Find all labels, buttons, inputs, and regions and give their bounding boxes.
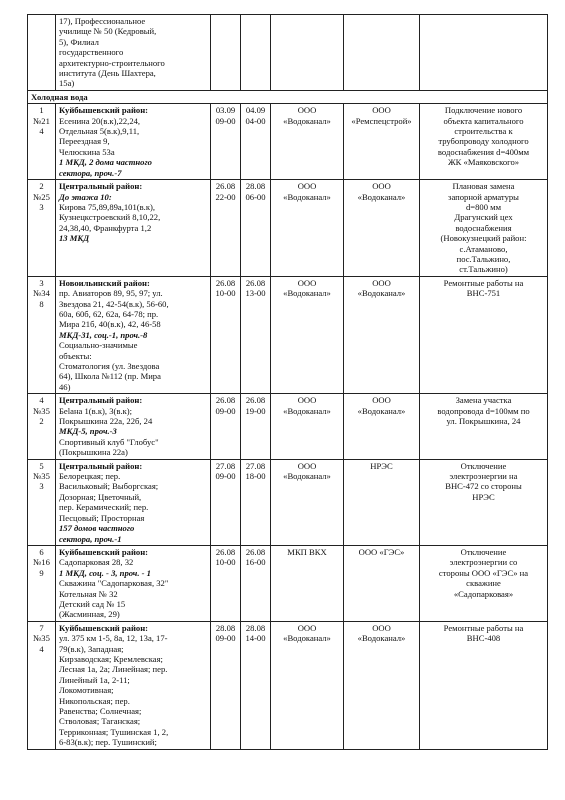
end-cell	[241, 394, 271, 459]
address-line: государственного	[59, 47, 124, 58]
request-code: №169	[33, 557, 50, 578]
reason-line: объекта капитального	[443, 115, 524, 126]
address-cell	[56, 545, 211, 621]
address-line: 1 МКД, соц. - 3, проч. - 1	[59, 567, 151, 578]
address-line: Бelана 1(в.к), 3(в.к);	[59, 405, 133, 416]
reason-line: Отключение	[460, 546, 507, 557]
address-cell	[56, 394, 211, 459]
address-line: Детский сад № 15	[59, 598, 126, 609]
executor-name: ООО	[372, 277, 391, 288]
owner-cell	[271, 276, 344, 393]
address-line: архитектурно-строительного	[59, 57, 165, 68]
district-name: Куйбышевский район:	[59, 105, 149, 116]
row-number-cell	[28, 394, 56, 459]
address-line: (Покрышкина 22а)	[59, 447, 128, 458]
row-number-cell	[28, 180, 56, 277]
address-line: Лесная 1а, 2а; Линейная; пер.	[59, 664, 168, 675]
end-time: 19-00	[245, 405, 266, 416]
address-line: Переездная 9,	[59, 136, 110, 147]
owner-name: ООО	[297, 105, 317, 116]
reason-line: водоснабжения	[455, 222, 512, 233]
start-cell	[211, 459, 241, 545]
owner-name: «Водоканал»	[283, 633, 331, 644]
address-line: пер. Керамический; пер.	[59, 502, 149, 513]
reason-cell	[420, 104, 548, 180]
address-line: Кузнецкстроевский 8,10,22,	[59, 212, 161, 223]
start-date: 26.08	[215, 277, 236, 288]
reason-line: ЖК «Маяковского»	[447, 157, 520, 168]
row-number: 4	[39, 395, 44, 406]
end-time: 16-00	[245, 557, 266, 568]
address-line: сектора, проч.-1	[59, 533, 122, 544]
start-date: 26.08	[215, 181, 236, 192]
reason-line: ул. Покрышкина, 24	[446, 416, 521, 427]
start-cell	[211, 276, 241, 393]
address-line: Спортивный клуб "Глобус"	[59, 436, 159, 447]
owner-name: «Водоканал»	[283, 115, 331, 126]
start-time: 09-00	[215, 471, 236, 482]
end-time: 13-00	[245, 288, 266, 299]
reason-cell	[420, 394, 548, 459]
address-line: 157 домов частного	[59, 523, 135, 534]
start-time: 09-00	[215, 633, 236, 644]
address-line: 46)	[59, 381, 71, 392]
address-line: Линейный 1а, 2-11;	[59, 674, 130, 685]
reason-line: водопровода d=100мм по	[437, 405, 530, 416]
address-line: пр. Авиаторов 89, 95, 97; ул.	[59, 288, 163, 299]
district-name: Центральный район:	[59, 181, 143, 192]
executor-name: ООО «ГЭС»	[358, 546, 405, 557]
address-line: Стоматология (ул. Звездова	[59, 361, 160, 371]
reason-line: Подключение нового	[444, 105, 523, 116]
row-number: 2	[39, 181, 44, 192]
reason-line: трубопроводу холодного	[438, 136, 529, 147]
executor-cell	[344, 180, 420, 277]
executor-cell	[344, 276, 420, 393]
continued-row	[28, 15, 548, 91]
end-cell	[241, 459, 271, 545]
table-row	[28, 459, 548, 545]
address-line: объекты:	[59, 350, 92, 361]
executor-name: «Водоканал»	[357, 405, 406, 416]
owner-name: «Водоканал»	[283, 405, 331, 416]
start-time: 10-00	[215, 557, 236, 568]
executor-name: ООО	[372, 181, 391, 192]
address-line: МКД-31, соц.-1, проч.-8	[59, 329, 148, 340]
row-number: 1	[39, 105, 44, 116]
reason-line: электроэнергии на	[449, 471, 518, 482]
start-date: 28.08	[215, 622, 236, 633]
reason-line: Замена участка	[455, 395, 512, 406]
address-line: училище № 50 (Кедровый,	[59, 26, 157, 37]
address-line: Васильковый; Выборгская;	[59, 481, 159, 492]
owner-name: ООО	[297, 277, 317, 288]
address-cell	[56, 104, 211, 180]
executor-cell	[344, 621, 420, 749]
address-line: 17), Профессиональное	[59, 16, 146, 26]
owner-name: «Водоканал»	[283, 288, 331, 299]
address-line: 15а)	[59, 78, 75, 89]
reason-line: НРЭС	[472, 491, 495, 502]
executor-cell	[344, 104, 420, 180]
row-number-cell	[28, 459, 56, 545]
executor-name: ООО	[372, 105, 391, 116]
address-line: Есенина 20(в.к),22,24,	[59, 115, 141, 126]
request-code: №353	[33, 471, 50, 492]
row-number: 7	[39, 622, 44, 633]
end-cell	[241, 180, 271, 277]
reason-line: с.Атаманово,	[459, 243, 508, 254]
start-cell	[211, 545, 241, 621]
reason-line: скважине	[466, 578, 501, 589]
address-line: Кирова 75,89,89а,101(в.к),	[59, 201, 156, 212]
outage-table	[27, 14, 548, 750]
address-line: Котельная № 32	[59, 588, 118, 599]
end-time: 04-00	[245, 115, 266, 126]
end-date: 28.08	[245, 181, 266, 192]
request-code: №348	[33, 288, 50, 309]
owner-cell	[271, 180, 344, 277]
reason-line: электроэнергии со	[449, 557, 518, 568]
address-line: Локомотивная;	[59, 685, 114, 696]
district-name: Центральный район:	[59, 395, 143, 406]
row-number-cell	[28, 276, 56, 393]
start-date: 26.08	[215, 546, 236, 557]
request-code: №253	[33, 191, 50, 212]
request-code: №354	[33, 633, 50, 654]
end-time: 06-00	[245, 191, 266, 202]
owner-cell	[271, 459, 344, 545]
start-date: 26.08	[215, 395, 236, 406]
reason-line: Плановая замена	[452, 181, 515, 192]
district-name: Центральный район:	[59, 460, 143, 471]
owner-name: МКП ВКХ	[287, 546, 327, 557]
address-line: До этажа 10:	[59, 191, 112, 202]
start-time: 09-00	[215, 115, 236, 126]
address-line: (Жасминная, 29)	[59, 609, 120, 620]
owner-name: «Водоканал»	[283, 471, 331, 482]
start-time: 09-00	[215, 405, 236, 416]
row-number-cell	[28, 545, 56, 621]
table-row	[28, 276, 548, 393]
executor-name: ООО	[372, 395, 391, 406]
end-date: 04.09	[245, 105, 266, 116]
owner-cell	[271, 394, 344, 459]
reason-line: запорной арматуры	[448, 191, 519, 202]
reason-line: (Новокузнецкий район:	[440, 233, 527, 244]
reason-cell	[420, 459, 548, 545]
reason-line: ВНС-472 со стороны	[445, 481, 522, 492]
reason-line: ВНС-751	[466, 288, 501, 299]
request-code: №214	[33, 115, 50, 137]
owner-name: ООО	[297, 622, 317, 633]
address-line: 60а, 60б, 62, 62а, 64-78; пр.	[59, 308, 159, 319]
start-time: 22-00	[215, 191, 236, 202]
start-cell	[211, 180, 241, 277]
reason-line: стороны ООО «ГЭС» на	[438, 567, 529, 578]
address-cell	[56, 180, 211, 277]
address-line: Стволовая; Таганская;	[59, 716, 141, 727]
address-cell	[56, 459, 211, 545]
table-row	[28, 104, 548, 180]
reason-line: ВНС-408	[466, 633, 501, 644]
address-line: МКД-5, проч.-3	[59, 426, 117, 437]
address-line: Социально-значимые	[59, 340, 138, 351]
start-date: 27.08	[215, 460, 236, 471]
reason-cell	[420, 621, 548, 749]
address-line: Садопарковая 28, 32	[59, 557, 134, 568]
executor-name: «Водоканал»	[357, 633, 406, 644]
row-number: 3	[39, 277, 44, 288]
executor-cell	[344, 459, 420, 545]
end-date: 27.08	[245, 460, 266, 471]
address-line: Дозорная; Цветочный,	[59, 491, 142, 502]
start-cell	[211, 621, 241, 749]
end-cell	[241, 104, 271, 180]
address-line: Кирзаводская; Кремлевская;	[59, 653, 163, 664]
row-number-cell	[28, 621, 56, 749]
address-line: 64), Школа №112 (пр. Мира	[59, 371, 161, 382]
reason-line: d=800 мм	[465, 201, 502, 212]
section-row	[28, 90, 548, 103]
reason-cell	[420, 180, 548, 277]
address-line: 6-83(в.к); пер. Тушинский;	[59, 737, 157, 748]
address-line: Песцовый; Просторная	[59, 512, 145, 523]
reason-line: Ремонтные работы на	[443, 622, 524, 633]
row-number: 6	[39, 546, 44, 557]
reason-line: строительства к	[454, 126, 513, 137]
end-date: 26.08	[245, 395, 266, 406]
end-cell	[241, 545, 271, 621]
reason-cell	[420, 276, 548, 393]
address-line: Звездова 21, 42-54(в.к), 56-60,	[59, 298, 169, 309]
end-cell	[241, 276, 271, 393]
executor-name: ООО	[372, 622, 391, 633]
owner-cell	[271, 621, 344, 749]
address-line: Челюскина 53а	[59, 146, 115, 157]
district-name: Куйбышевский район:	[59, 622, 149, 633]
start-date: 03.09	[215, 105, 236, 116]
owner-cell	[271, 545, 344, 621]
district-name: Куйбышевский район:	[59, 546, 149, 557]
table-row	[28, 394, 548, 459]
reason-line: Ремонтные работы на	[443, 277, 524, 288]
start-cell	[211, 104, 241, 180]
address-line: Терриконная; Тушинская 1, 2,	[59, 726, 169, 737]
end-cell	[241, 621, 271, 749]
end-date: 26.08	[245, 277, 266, 288]
address-line: Равенства; Солнечная;	[59, 706, 142, 716]
address-line: сектора, проч.-7	[59, 167, 122, 178]
address-line: Никопольская; пер.	[59, 695, 130, 706]
address-cell	[56, 276, 211, 393]
executor-name: «Водоканал»	[357, 288, 406, 299]
reason-line: Отключение	[460, 460, 507, 471]
address-line: Скважина "Садопарковая, 32"	[59, 578, 169, 589]
start-cell	[211, 394, 241, 459]
address-line: Покрышкина 22а, 22б, 24	[59, 416, 153, 427]
reason-line: пос.Тальжино,	[456, 253, 511, 264]
row-number-cell	[28, 104, 56, 180]
address-line: ул. 375 км 1-5, 8а, 12, 13а, 17-	[59, 633, 168, 644]
owner-name: ООО	[297, 460, 317, 471]
address-line: 5), Филиал	[59, 36, 99, 47]
executor-name: «Ремспецстрой»	[351, 115, 412, 126]
owner-name: «Водоканал»	[283, 191, 331, 202]
end-date: 26.08	[245, 546, 266, 557]
address-cell	[56, 621, 211, 749]
table-row	[28, 545, 548, 621]
reason-line: «Садопарковая»	[453, 588, 514, 599]
executor-name: НРЭС	[370, 460, 393, 471]
end-date: 28.08	[245, 622, 266, 633]
reason-line: водоснабжения d=400мм	[437, 146, 530, 157]
address-line: 1 МКД, 2 дома частного	[59, 157, 152, 168]
district-name: Новоильинский район:	[59, 277, 150, 288]
address-line: 24,38,40, Франкфурта 1,2	[59, 222, 152, 233]
executor-cell	[344, 545, 420, 621]
address-line: института (День Шахтера,	[59, 68, 156, 79]
table-row	[28, 621, 548, 749]
address-line: 13 МКД	[59, 233, 90, 244]
end-time: 18-00	[245, 471, 266, 482]
end-time: 14-00	[245, 633, 266, 644]
reason-cell	[420, 545, 548, 621]
executor-cell	[344, 394, 420, 459]
reason-line: Драгунский цех	[454, 212, 513, 223]
continued-address	[56, 15, 211, 91]
reason-line: ст.Тальжино)	[459, 264, 508, 275]
address-line: Белорецкая; пер.	[59, 471, 121, 482]
owner-name: ООО	[297, 181, 317, 192]
start-time: 10-00	[215, 288, 236, 299]
executor-name: «Водоканал»	[357, 191, 406, 202]
address-line: Отдельная 5(в.к),9,11,	[59, 126, 140, 137]
owner-name: ООО	[297, 395, 317, 406]
table-row	[28, 180, 548, 277]
address-line: Мира 21б, 40(в.к), 42, 46-58	[59, 319, 161, 330]
request-code: №352	[33, 405, 50, 427]
address-line: 79(в.к), Западная;	[59, 643, 124, 654]
row-number: 5	[39, 460, 44, 471]
owner-cell	[271, 104, 344, 180]
section-title: Холодная вода	[28, 90, 548, 103]
